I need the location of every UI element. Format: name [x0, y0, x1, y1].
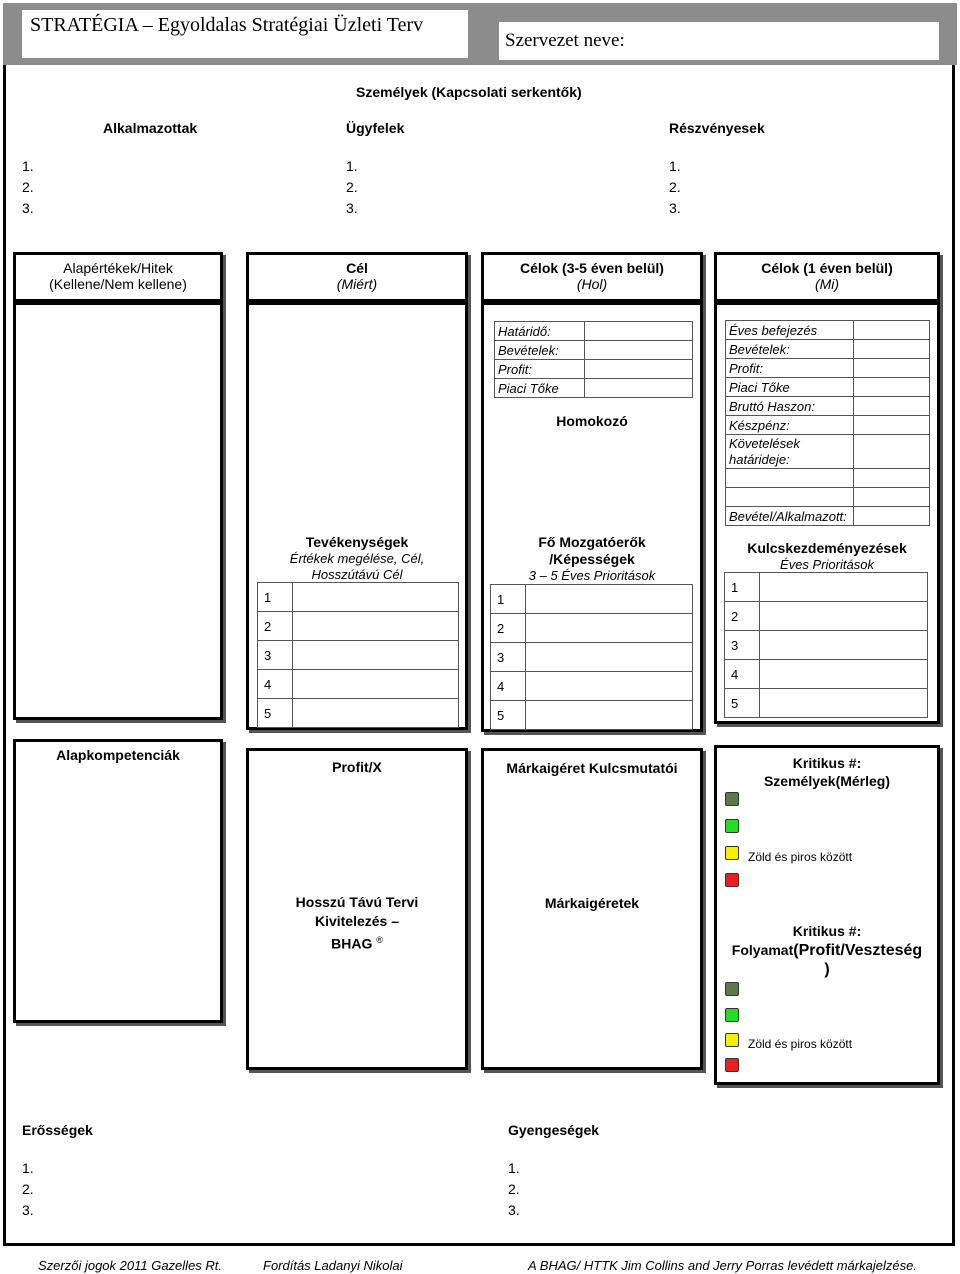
table-row [495, 341, 693, 360]
brand-kpi-label: Márkaigéret Kulcsmutatói [506, 760, 678, 776]
targets-title: Célok (3-5 éven belül) [520, 260, 664, 276]
row-value[interactable] [760, 631, 928, 660]
row-number: 4 [258, 670, 293, 699]
profit-bhag-box[interactable] [246, 748, 468, 1070]
dark-green-light-icon [725, 792, 739, 806]
goals-row-label: Éves befejezés [726, 321, 854, 340]
profit-per-x-label: Profit/X [332, 759, 382, 775]
list-item: 2. [669, 179, 681, 195]
list-item: 3. [22, 1202, 34, 1218]
table-row [726, 340, 930, 359]
targets-row-value[interactable] [585, 379, 693, 398]
table-row [258, 583, 459, 612]
drivers-title-2: /Képességek [549, 551, 635, 567]
table-row [726, 488, 930, 507]
table-row [495, 322, 693, 341]
critical-people-label: Kritikus #: Személyek(Mérleg) [763, 755, 891, 789]
table-row [491, 643, 693, 672]
table-row [726, 378, 930, 397]
table-row [258, 641, 459, 670]
footer-trademark: A BHAG/ HTTK Jim Collins and Jerry Porras levédett márkajelzése. [528, 1258, 917, 1273]
list-item: 2. [22, 179, 34, 195]
critical-numbers-box[interactable] [714, 745, 940, 1085]
targets-table [494, 321, 693, 398]
between-green-red-label-1: Zöld és piros között [748, 850, 853, 864]
goals-row-label [726, 469, 854, 488]
brand-promise-label: Márkaigéretek [544, 895, 640, 911]
footer-translation: Fordítás Ladanyi Nikolai [263, 1258, 403, 1273]
list-item: 3. [508, 1202, 520, 1218]
table-row [725, 573, 928, 602]
between-green-red-label-2: Zöld és piros között [748, 1037, 853, 1051]
brand-promise-box[interactable] [481, 748, 703, 1070]
actions-table [257, 582, 459, 728]
people-customers-label: Ügyfelek [346, 120, 405, 136]
red-light-icon [725, 873, 739, 887]
row-value[interactable] [293, 699, 459, 728]
row-value[interactable] [526, 672, 693, 701]
table-row [258, 670, 459, 699]
goals-row-label: Profit: [726, 359, 854, 378]
table-row [725, 631, 928, 660]
values-header [13, 252, 223, 302]
table-row [258, 699, 459, 728]
row-value[interactable] [293, 670, 459, 699]
targets-row-value[interactable] [585, 322, 693, 341]
critical-process-label: Kritikus #: Folyamat(Profit/Veszteség ) [731, 923, 923, 978]
row-value[interactable] [293, 612, 459, 641]
row-value[interactable] [760, 602, 928, 631]
initiatives-subtitle: Éves Prioritások [780, 557, 874, 572]
table-row [726, 359, 930, 378]
table-row [491, 672, 693, 701]
list-item: 1. [669, 158, 681, 174]
drivers-subtitle: 3 – 5 Éves Prioritások [528, 568, 656, 583]
row-value[interactable] [760, 689, 928, 718]
core-competencies-label: Alapkompetenciák [56, 747, 180, 763]
row-number: 4 [491, 672, 526, 701]
targets-row-value[interactable] [585, 360, 693, 379]
table-row [258, 612, 459, 641]
row-value[interactable] [526, 585, 693, 614]
list-item: 3. [22, 200, 34, 216]
row-number: 4 [725, 660, 760, 689]
initiatives-title: Kulcskezdeményezések [747, 540, 907, 556]
row-value[interactable] [760, 573, 928, 602]
row-number: 1 [258, 583, 293, 612]
green-light-icon [725, 819, 739, 833]
goals-row-label: Készpénz: [726, 416, 854, 435]
actions-subtitle-1: Értékek megélése, Cél, [289, 551, 425, 566]
row-number: 5 [258, 699, 293, 728]
targets-subtitle: (Hol) [576, 276, 608, 292]
drivers-title-1: Fő Mozgatóerők [538, 534, 646, 550]
core-competencies-box[interactable] [13, 739, 223, 1023]
list-item: 1. [508, 1160, 520, 1176]
goals-table [725, 320, 930, 526]
goals-row-label: Piaci Tőke [726, 378, 854, 397]
table-row [495, 379, 693, 398]
sandbox-label: Homokozó [556, 413, 628, 429]
bhag-label: Hosszú Távú Tervi Kivitelezés – BHAG ® [295, 894, 419, 952]
row-number: 2 [491, 614, 526, 643]
list-item: 3. [669, 200, 681, 216]
row-number: 2 [725, 602, 760, 631]
goals-row-label: Bevételek: [726, 340, 854, 359]
goals-row-label: Bruttó Haszon: [726, 397, 854, 416]
table-row [495, 360, 693, 379]
targets-row-value[interactable] [585, 341, 693, 360]
row-value[interactable] [760, 660, 928, 689]
goals-row-value[interactable] [854, 435, 930, 469]
values-body[interactable] [13, 302, 223, 720]
goals-subtitle: (Mi) [814, 276, 840, 292]
values-title: Alapértékek/Hitek [63, 260, 173, 276]
row-number: 1 [725, 573, 760, 602]
goals-row-value[interactable] [854, 416, 930, 435]
targets-row-label: Határidő: [495, 322, 585, 341]
row-number: 3 [258, 641, 293, 670]
row-number: 2 [258, 612, 293, 641]
footer-copyright: Szerzői jogok 2011 Gazelles Rt. [38, 1258, 223, 1273]
actions-title: Tevékenységek [305, 534, 409, 550]
goals-row-value[interactable] [854, 469, 930, 488]
table-row [491, 585, 693, 614]
row-number: 5 [725, 689, 760, 718]
goals-row-value[interactable] [854, 397, 930, 416]
organization-name-field[interactable]: Szervezet neve: [499, 22, 939, 60]
row-value[interactable] [526, 643, 693, 672]
table-row [725, 602, 928, 631]
row-value[interactable] [293, 641, 459, 670]
values-subtitle: (Kellene/Nem kellene) [49, 276, 187, 292]
targets-row-label: Profit: [495, 360, 585, 379]
goals-row-value[interactable] [854, 359, 930, 378]
row-value[interactable] [293, 583, 459, 612]
targets-header [481, 252, 703, 302]
weaknesses-list[interactable] [508, 1158, 520, 1221]
row-value[interactable] [526, 614, 693, 643]
purpose-header [246, 252, 468, 302]
yellow-light-icon [725, 846, 739, 860]
table-row [726, 435, 930, 469]
table-row [726, 507, 930, 526]
goals-row-value[interactable] [854, 488, 930, 507]
list-item: 1. [22, 158, 34, 174]
purpose-subtitle: (Miért) [336, 276, 378, 292]
row-number: 5 [491, 701, 526, 730]
people-shareholders-label: Részvényesek [669, 120, 765, 136]
table-row [725, 689, 928, 718]
people-employees-label: Alkalmazottak [103, 120, 198, 136]
list-item: 3. [346, 200, 358, 216]
goals-header [714, 252, 940, 302]
table-row [726, 469, 930, 488]
goals-row-label [726, 488, 854, 507]
row-number: 1 [491, 585, 526, 614]
registered-mark: ® [376, 935, 383, 945]
strengths-list[interactable] [22, 1158, 34, 1221]
row-value[interactable] [526, 701, 693, 730]
customers-list[interactable] [346, 156, 358, 219]
list-item: 2. [508, 1181, 520, 1197]
red-light-icon [725, 1058, 739, 1072]
actions-subtitle-2: Hosszútávú Cél [311, 567, 403, 582]
row-number: 3 [725, 631, 760, 660]
dark-green-light-icon [725, 982, 739, 996]
targets-row-label: Piaci Tőke [495, 379, 585, 398]
initiatives-table [724, 572, 928, 718]
table-row [491, 614, 693, 643]
goals-row-value[interactable] [854, 340, 930, 359]
weaknesses-label: Gyengeségek [508, 1122, 600, 1138]
list-item: 2. [22, 1181, 34, 1197]
list-item: 1. [22, 1160, 34, 1176]
goals-row-label: Követelések határideje: [726, 435, 854, 469]
table-row [726, 321, 930, 340]
goals-row-label: Bevétel/Alkalmazott: [726, 507, 854, 526]
shareholders-list[interactable] [669, 156, 681, 219]
table-row [726, 397, 930, 416]
green-light-icon [725, 1008, 739, 1022]
list-item: 1. [346, 158, 358, 174]
goals-row-value[interactable] [854, 378, 930, 397]
drivers-table [490, 584, 693, 730]
table-row [725, 660, 928, 689]
goals-title: Célok (1 éven belül) [761, 260, 893, 276]
goals-row-value[interactable] [854, 507, 930, 526]
goals-row-value[interactable] [854, 321, 930, 340]
row-number: 3 [491, 643, 526, 672]
table-row [491, 701, 693, 730]
document-title: STRATÉGIA – Egyoldalas Stratégiai Üzleti Terv [22, 10, 468, 58]
strengths-label: Erősségek [22, 1122, 93, 1138]
table-row [726, 416, 930, 435]
people-heading: Személyek (Kapcsolati serkentők) [356, 84, 582, 100]
list-item: 2. [346, 179, 358, 195]
employees-list[interactable] [22, 156, 34, 219]
yellow-light-icon [725, 1033, 739, 1047]
targets-row-label: Bevételek: [495, 341, 585, 360]
purpose-title: Cél [346, 260, 368, 276]
